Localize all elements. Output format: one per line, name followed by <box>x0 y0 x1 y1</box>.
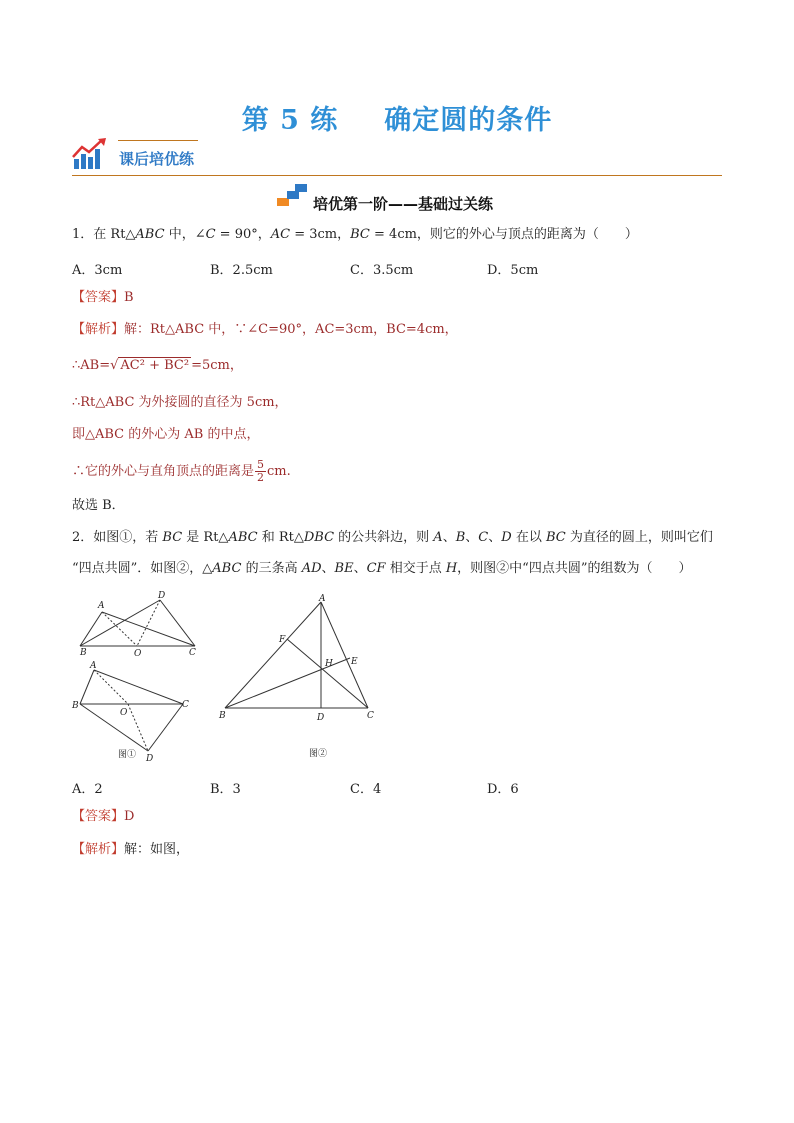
fig1-label-a: A <box>98 601 105 611</box>
q1-analysis-line-4: 即△ABC 的外心为 AB 的中点， <box>72 427 260 442</box>
fig2-label-e: E <box>351 657 358 667</box>
q1-analysis-line-5: ∴它的外心与直角顶点的距离是 $\frac{5}{2}$ cm. <box>72 458 291 484</box>
fig1-label-a2: A <box>90 661 97 671</box>
q2-option-b: B．3 <box>210 782 241 797</box>
stairs-icon <box>277 184 309 208</box>
q2-analysis: 【解析】解：如图， <box>72 842 190 857</box>
section-divider <box>72 175 722 176</box>
section-label: 课后培优练 <box>119 150 195 168</box>
fig2-label-b: B <box>219 711 226 721</box>
fig1-label-c: C <box>189 648 196 658</box>
growth-chart-icon <box>72 137 108 171</box>
fig2-label-a: A <box>319 594 326 604</box>
q1-answer: 【答案】B <box>72 290 134 305</box>
fig1-label-c2: C <box>182 700 189 710</box>
fig2-label-f: F <box>279 635 286 645</box>
figure-2 <box>215 592 385 764</box>
fig2-label-c: C <box>367 711 374 721</box>
q1-option-a: A．3cm <box>72 263 123 278</box>
section-top-rule <box>118 140 198 141</box>
fig1-label-o: O <box>134 649 142 659</box>
question-2-stem-line-1: 2．如图①，若 BC 是 Rt△ABC 和 Rt△DBC 的公共斜边，则 A、B、C、D 在以 BC 为直径的圆上，则叫它们 <box>72 530 713 545</box>
fig1-label-b2: B <box>72 701 79 711</box>
fig1-label-o2: O <box>120 708 128 718</box>
page-title: 第 5 练 确定圆的条件 <box>241 105 553 136</box>
question-1-stem: 1．在 Rt△ABC 中，∠C = 90°，AC = 3cm，BC = 4cm，则它的外心与顶点的距离为（ ） <box>72 227 638 242</box>
fraction: $\frac{5}{2}$ <box>257 458 265 484</box>
subheading: 培优第一阶——基础过关练 <box>313 195 494 213</box>
q1-analysis-line-1: 【解析】解：Rt△ABC 中，∵∠C=90°，AC=3cm，BC=4cm， <box>72 322 458 337</box>
q1-analysis-line-2: ∴AB=√ AC² + BC² =5cm， <box>72 358 243 373</box>
figure-1 <box>70 588 210 764</box>
fig1-label-d: D <box>158 591 166 601</box>
q1-analysis-line-6: 故选 B． <box>72 498 125 513</box>
fig2-label-d: D <box>317 713 325 723</box>
figure-2-caption: 图② <box>309 749 328 759</box>
q2-answer: 【答案】D <box>72 809 135 824</box>
q2-option-c: C．4 <box>350 782 382 797</box>
q1-option-d: D．5cm <box>487 263 539 278</box>
q1-analysis-line-3: ∴Rt△ABC 为外接圆的直径为 5cm， <box>72 395 288 410</box>
fig1-label-d2: D <box>146 754 154 764</box>
q2-option-a: A．2 <box>72 782 103 797</box>
q1-option-c: C．3.5cm <box>350 263 414 278</box>
fig2-label-h: H <box>325 659 333 669</box>
fig1-label-b: B <box>80 648 87 658</box>
question-2-stem-line-2: “四点共圆”．如图②，△ABC 的三条高 AD、BE、CF 相交于点 H，则图②中“四点共圆”的组数为（ ） <box>72 561 692 576</box>
q2-option-d: D．6 <box>487 782 519 797</box>
figure-1-caption: 图① <box>118 750 137 760</box>
q1-option-b: B．2.5cm <box>210 263 273 278</box>
